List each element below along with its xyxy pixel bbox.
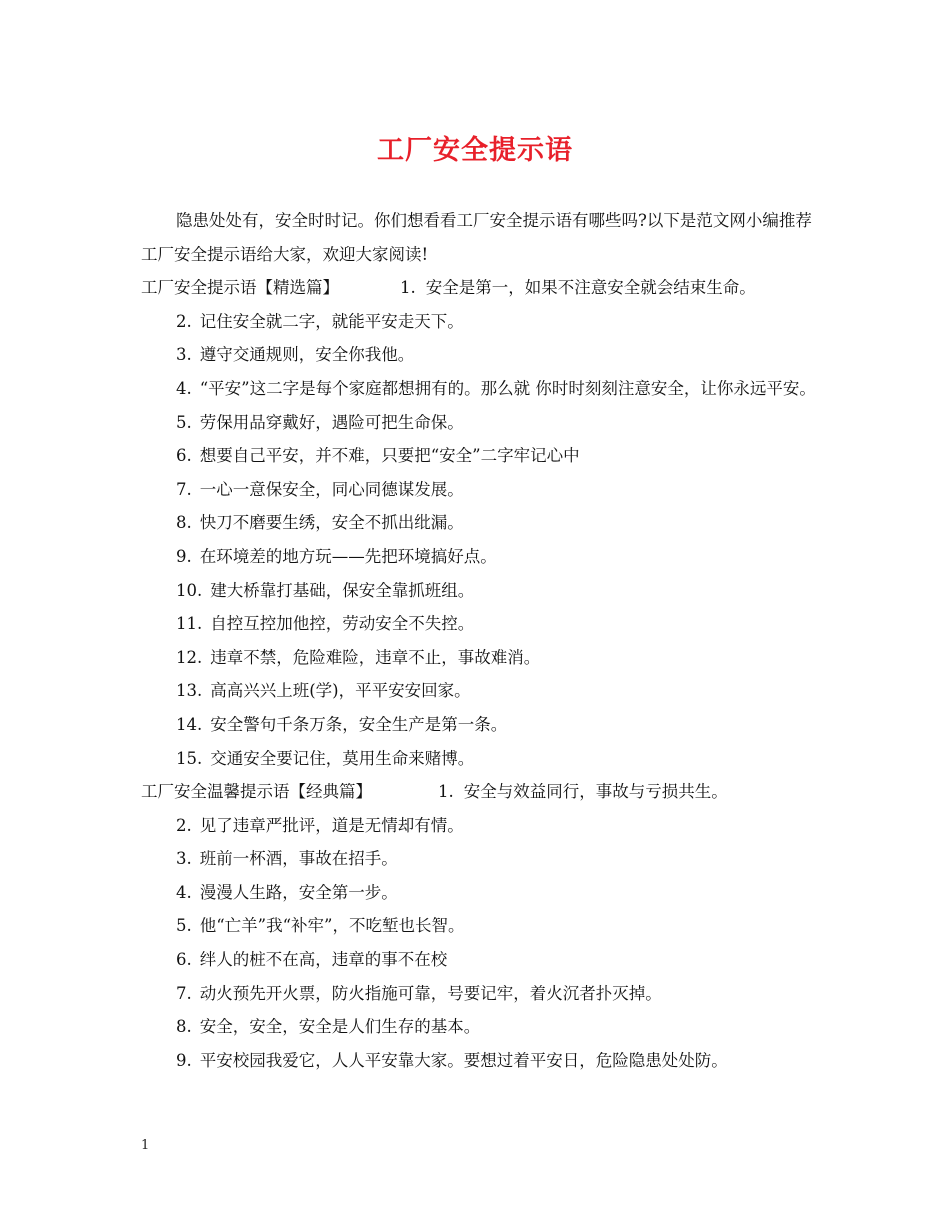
list-item	[141, 406, 816, 440]
item-text: 想要自己平安，并不难，只要把“安全”二字牢记心中	[199, 446, 580, 466]
list-item	[141, 372, 816, 406]
item-number: 5.	[176, 916, 192, 936]
item-text: 违章不禁，危险难险，违章不止，事故难消。	[210, 647, 541, 667]
item-text: 他“亡羊”我“补牢”，不吃堑也长智。	[199, 916, 465, 936]
list-item	[141, 977, 816, 1011]
item-number: 15.	[176, 748, 203, 768]
item-number: 3.	[176, 345, 192, 365]
intro-paragraph: 隐患处处有，安全时时记。你们想看看工厂安全提示语有哪些吗?以下是范文网小编推荐工厂安全提示语给大家，欢迎大家阅读!	[141, 211, 812, 264]
item-text: 绊人的桩不在高，违章的事不在校	[199, 950, 448, 970]
item-number: 6.	[176, 950, 192, 970]
list-item	[141, 574, 816, 608]
list-item	[141, 1010, 816, 1044]
item-text: 安全，安全，安全是人们生存的基本。	[199, 1017, 481, 1037]
section-heading: 工厂安全提示语【精选篇】	[141, 278, 339, 298]
list-item	[141, 540, 816, 574]
list-item	[141, 742, 816, 776]
list-item	[141, 809, 816, 843]
list-item	[141, 674, 816, 708]
item-number: 5.	[176, 412, 192, 432]
item-text: 高高兴兴上班(学)，平平安安回家。	[210, 681, 471, 701]
item-text: 一心一意保安全，同心同德谋发展。	[199, 479, 464, 499]
item-number: 10.	[176, 580, 203, 600]
list-item	[141, 607, 816, 641]
item-text: 交通安全要记住，莫用生命来赌博。	[210, 748, 475, 768]
item-text: 遵守交通规则，安全你我他。	[199, 345, 415, 365]
list-item	[141, 338, 816, 372]
item-number: 12.	[176, 647, 203, 667]
item-number: 8.	[176, 1017, 192, 1037]
item-text: 记住安全就二字，就能平安走天下。	[199, 311, 464, 331]
item-number: 4.	[176, 882, 192, 902]
item-number: 14.	[176, 714, 203, 734]
item-text: 自控互控加他控，劳动安全不失控。	[210, 614, 475, 634]
document-body	[141, 204, 816, 1077]
list-item	[141, 876, 816, 910]
list-item	[141, 641, 816, 675]
list-item	[438, 775, 728, 809]
item-text: 安全是第一，如果不注意安全就会结束生命。	[425, 278, 756, 298]
list-item	[141, 506, 816, 540]
item-number: 1.	[438, 782, 454, 802]
item-text: 班前一杯酒，事故在招手。	[199, 849, 398, 869]
item-text: “平安”这二字是每个家庭都想拥有的。那么就 你时时刻刻注意安全，让你永远平安。	[199, 378, 816, 398]
item-number: 9.	[176, 546, 192, 566]
item-number: 11.	[176, 614, 203, 634]
list-item	[141, 1044, 816, 1078]
item-number: 2.	[176, 815, 192, 835]
item-text: 建大桥靠打基础，保安全靠抓班组。	[210, 580, 475, 600]
list-item	[141, 909, 816, 943]
item-number: 1.	[400, 278, 416, 298]
document-title: 工厂安全提示语	[377, 135, 573, 166]
item-text: 安全警句千条万条，安全生产是第一条。	[210, 714, 508, 734]
section-heading-line	[141, 775, 816, 809]
item-number: 13.	[176, 681, 203, 701]
item-number: 6.	[176, 446, 192, 466]
section-heading: 工厂安全温馨提示语【经典篇】	[141, 782, 372, 802]
item-text: 在环境差的地方玩——先把环境搞好点。	[199, 546, 497, 566]
list-item	[141, 473, 816, 507]
item-text: 漫漫人生路，安全第一步。	[199, 882, 398, 902]
item-number: 4.	[176, 378, 192, 398]
list-item	[400, 271, 756, 305]
list-item	[141, 305, 816, 339]
item-text: 动火预先开火票，防火指施可靠，号要记牢，着火沉者扑灭掉。	[199, 983, 662, 1003]
list-item	[141, 842, 816, 876]
item-number: 8.	[176, 513, 192, 533]
item-text: 快刀不磨要生绣，安全不抓出纰漏。	[199, 513, 464, 533]
item-number: 7.	[176, 983, 192, 1003]
item-text: 安全与效益同行，事故与亏损共生。	[463, 782, 728, 802]
item-number: 2.	[176, 311, 192, 331]
item-number: 3.	[176, 849, 192, 869]
item-number: 7.	[176, 479, 192, 499]
list-item	[141, 943, 816, 977]
item-text: 平安校园我爱它，人人平安靠大家。要想过着平安日，危险隐患处处防。	[199, 1050, 728, 1070]
item-text: 见了违章严批评，道是无情却有情。	[199, 815, 464, 835]
item-number: 9.	[176, 1050, 192, 1070]
item-text: 劳保用品穿戴好，遇险可把生命保。	[199, 412, 464, 432]
section-heading-line	[141, 271, 816, 305]
list-item	[141, 708, 816, 742]
page-number: 1	[141, 1138, 150, 1153]
list-item	[141, 439, 816, 473]
